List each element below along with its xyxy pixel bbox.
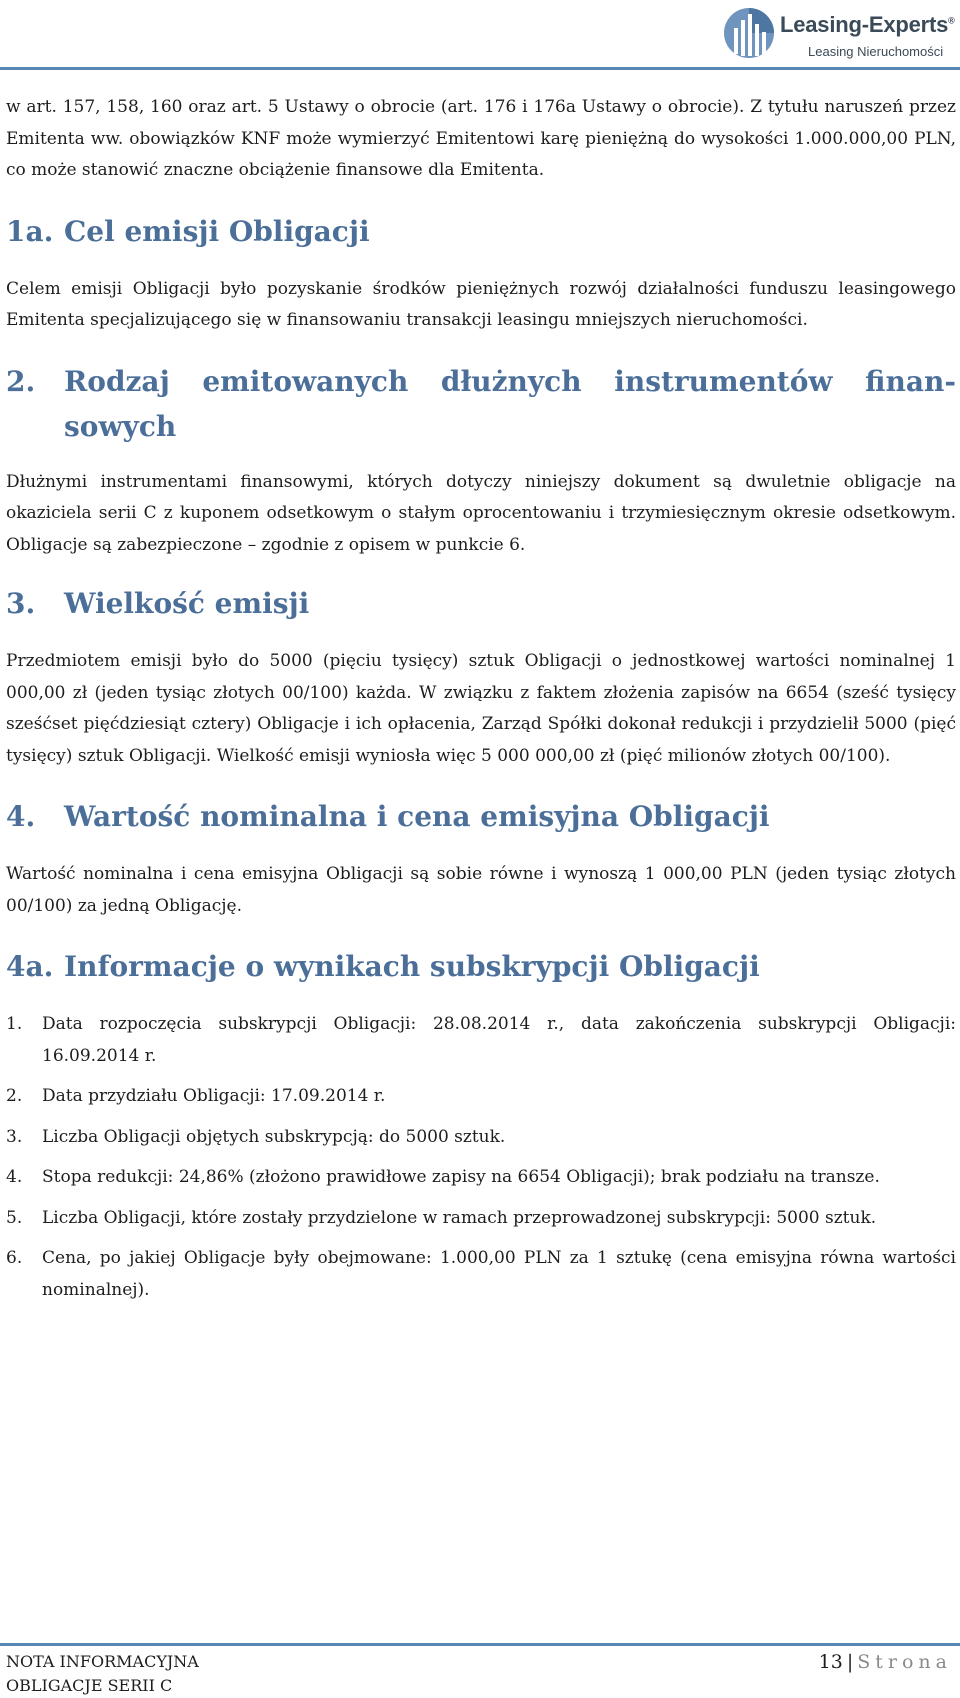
list-item <box>6 1243 956 1306</box>
section-paragraph-1a: Celem emisji Obligacji było pozyskanie środków pieniężnych rozwój działalności funduszu leasingowego Emitenta specjalizującego się w finansowaniu transakcji leasingu mniejszych nieruchomości. <box>6 278 956 330</box>
list-item <box>6 1203 956 1235</box>
page-separator: | <box>846 1651 854 1673</box>
section-title: Informacje o wynikach subskrypcji Obligacji <box>64 950 760 983</box>
page-indicator <box>819 1650 952 1674</box>
section-paragraph-2: Dłużnymi instrumentami finansowymi, których dotyczy niniejszy dokument są dwuletnie obligacje na okaziciela serii C z kuponem odsetkowym o stałym oprocentowaniu i trzymiesięcznym okresie odsetkowym. Obligacje są zabezpieczone – zgodnie z opisem w punkcie 6. <box>6 471 956 555</box>
list-item-number: 4. <box>6 1167 23 1187</box>
subscription-results-list <box>6 1009 956 1306</box>
list-item <box>6 1122 956 1154</box>
footer-document-title <box>6 1650 199 1698</box>
section-paragraph-4: Wartość nominalna i cena emisyjna Obligacji są sobie równe i wynoszą 1 000,00 PLN (jeden tysiąc złotych 00/100) za jedną Obligację. <box>6 864 956 916</box>
list-item <box>6 1009 956 1072</box>
header-divider <box>0 67 960 70</box>
list-item <box>6 1081 956 1113</box>
section-number: 4. <box>6 800 36 833</box>
section-heading-4a <box>6 944 956 989</box>
list-item <box>6 1162 956 1194</box>
logo-subtitle: Leasing Nieruchomości <box>808 44 944 59</box>
section-title: Rodzaj emitowanych dłużnych instrumentów finansowych <box>64 364 956 443</box>
section-heading-4 <box>6 794 956 839</box>
list-item-text: Stopa redukcji: 24,86% (złożono prawidłowe zapisy na 6654 Obligacji); brak podziału na transze. <box>42 1167 880 1187</box>
page-label: Strona <box>857 1651 952 1673</box>
list-item-text: Data rozpoczęcia subskrypcji Obligacji: 28.08.2014 r., data zakończenia subskrypcji Obligacji: 16.09.2014 r. <box>42 1014 956 1066</box>
section-number: 3. <box>6 587 36 620</box>
section-title: Wartość nominalna i cena emisyjna Obligacji <box>64 800 770 833</box>
footer-line-1: NOTA INFORMACYJNA <box>6 1652 199 1671</box>
logo-registered-mark: ® <box>948 15 955 26</box>
list-item-number: 1. <box>6 1014 23 1034</box>
page-header <box>0 0 960 72</box>
main-content <box>6 92 956 1306</box>
section-heading-3 <box>6 581 956 626</box>
section-title: Cel emisji Obligacji <box>64 214 370 248</box>
logo-mark-icon <box>722 6 776 60</box>
section-number: 2. <box>6 364 36 398</box>
section-paragraph-3: Przedmiotem emisji było do 5000 (pięciu tysięcy) sztuk Obligacji o jednostkowej wartości nominalnej 1 000,00 zł (jeden tysiąc złotych 00/100) każda. W związku z faktem złożenia zapisów na 6654 (sześć tysięcy sześćset pięćdziesiąt cztery) Obligacje i ich opłacenia, Zarząd Spółki dokonał redukcji i przydzielił 5000 (pięć tysięcy) sztuk Obligacji. Wielkość emisji wyniosła więc 5 000 000,00 zł (pięć milionów złotych 00/100). <box>6 651 956 766</box>
footer-line-2: OBLIGACJE SERII C <box>6 1676 173 1695</box>
list-item-text: Liczba Obligacji objętych subskrypcją: do 5000 sztuk. <box>42 1126 506 1147</box>
section-heading-2 <box>6 359 956 449</box>
footer-divider <box>0 1643 960 1646</box>
intro-paragraph: w art. 157, 158, 160 oraz art. 5 Ustawy o obrocie (art. 176 i 176a Ustawy o obrocie). Z tytułu naruszeń przez Emitenta ww. obowiązków KNF może wymierzyć Emitentowi karę pieniężną do wysokości 1.000.000,00 PLN, co może stanowić znaczne obciążenie finansowe dla Emitenta. <box>6 97 956 180</box>
list-item-number: 5. <box>6 1207 23 1228</box>
list-item-number: 3. <box>6 1126 23 1147</box>
list-item-text: Cena, po jakiej Obligacje były obejmowane: 1.000,00 PLN za 1 sztukę (cena emisyjna równa wartości nominalnej). <box>42 1248 956 1300</box>
section-number: 1a. <box>6 214 54 248</box>
list-item-number: 6. <box>6 1248 23 1268</box>
list-item-text: Data przydziału Obligacji: 17.09.2014 r. <box>42 1086 386 1106</box>
page-number: 13 <box>818 1651 843 1673</box>
section-title: Wielkość emisji <box>64 587 310 620</box>
list-item-text: Liczba Obligacji, które zostały przydzielone w ramach przeprowadzonej subskrypcji: 5000 sztuk. <box>42 1207 877 1228</box>
logo-title: Leasing-Experts® <box>780 12 955 37</box>
list-item-number: 2. <box>6 1086 23 1106</box>
section-number: 4a. <box>6 950 54 983</box>
section-heading-1a <box>6 209 956 254</box>
company-logo <box>722 4 954 62</box>
